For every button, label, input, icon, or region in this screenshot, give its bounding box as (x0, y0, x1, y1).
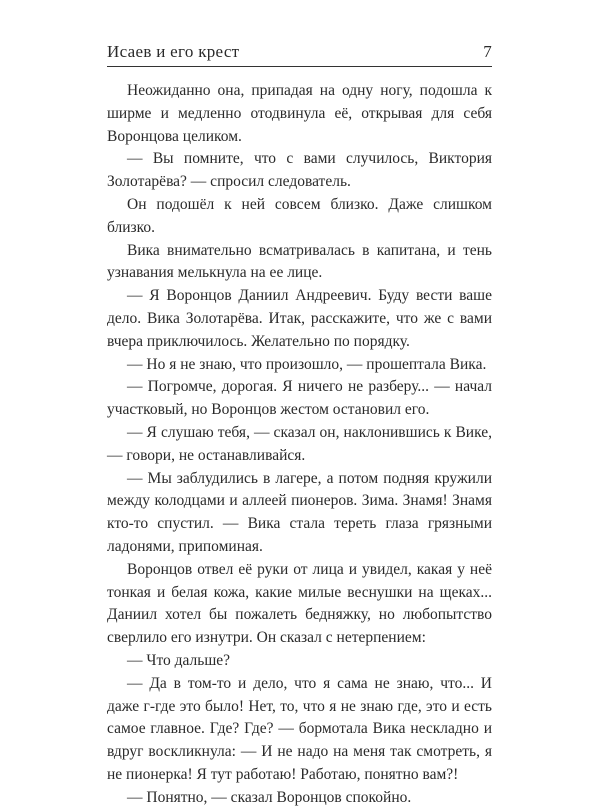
running-title: Исаев и его крест (107, 42, 240, 61)
paragraph: Неожиданно она, припадая на одну ногу, подошла к ширме и медленно отодвинула её, открывая для себя Воронцова целиком. (107, 82, 492, 145)
paragraph: — Погромче, дорогая. Я ничего не разберу... — начал участковый, но Воронцов жестом остановил его. (107, 378, 492, 419)
paragraph: — Что дальше? (127, 651, 231, 669)
body-text (107, 80, 492, 810)
paragraph: — Я слушаю тебя, — сказал он, наклонившись к Вике, — говори, не останавливайся. (107, 423, 492, 464)
paragraph: Вика внимательно всматривалась в капитана, и тень узнавания мелькнула на ее лице. (107, 241, 492, 282)
paragraph: Воронцов отвел её руки от лица и увидел, какая у неё тонкая и белая кожа, какие милые веснушки на щеках... Даниил хотел бы пожалеть бедняжку, но любопытство сверлило его изнутри. Он сказал с нетерпением: (107, 560, 492, 647)
paragraph: — Я Воронцов Даниил Андреевич. Буду вести ваше дело. Вика Золотарёва. Итак, расскажите, что же с вами вчера приключилось. Желательно по порядку. (107, 287, 492, 350)
paragraph: — Но я не знаю, что произошло, — прошептала Вика. (127, 355, 487, 373)
paragraph: — Вы помните, что с вами случилось, Виктория Золотарёва? — спросил следователь. (107, 150, 492, 191)
paragraph: — Понятно, — сказал Воронцов спокойно. (127, 788, 412, 806)
page-number: 7 (483, 42, 492, 61)
header-rule (107, 66, 492, 67)
paragraph: — Мы заблудились в лагере, а потом подняя кружили между колодцами и аллеей пионеров. Зима. Знамя! Знамя кто-то спустил. — Вика стала тереть глаза грязными ладонями, припоминая. (107, 469, 492, 555)
paragraph: Он подошёл к ней совсем близко. Даже слишком близко. (107, 195, 492, 236)
paragraph: — Да в том-то и дело, что я сама не знаю, что... И даже г-где это было! Нет, то, что я не знаю где, это и есть самое главное. Где? Где? — бормотала Вика нескладно и вдруг воскликнула: — И не надо на меня так смотреть, я не пионерка! Я тут работаю! Работаю, понятно вам?! (107, 674, 492, 783)
running-header (107, 38, 492, 62)
